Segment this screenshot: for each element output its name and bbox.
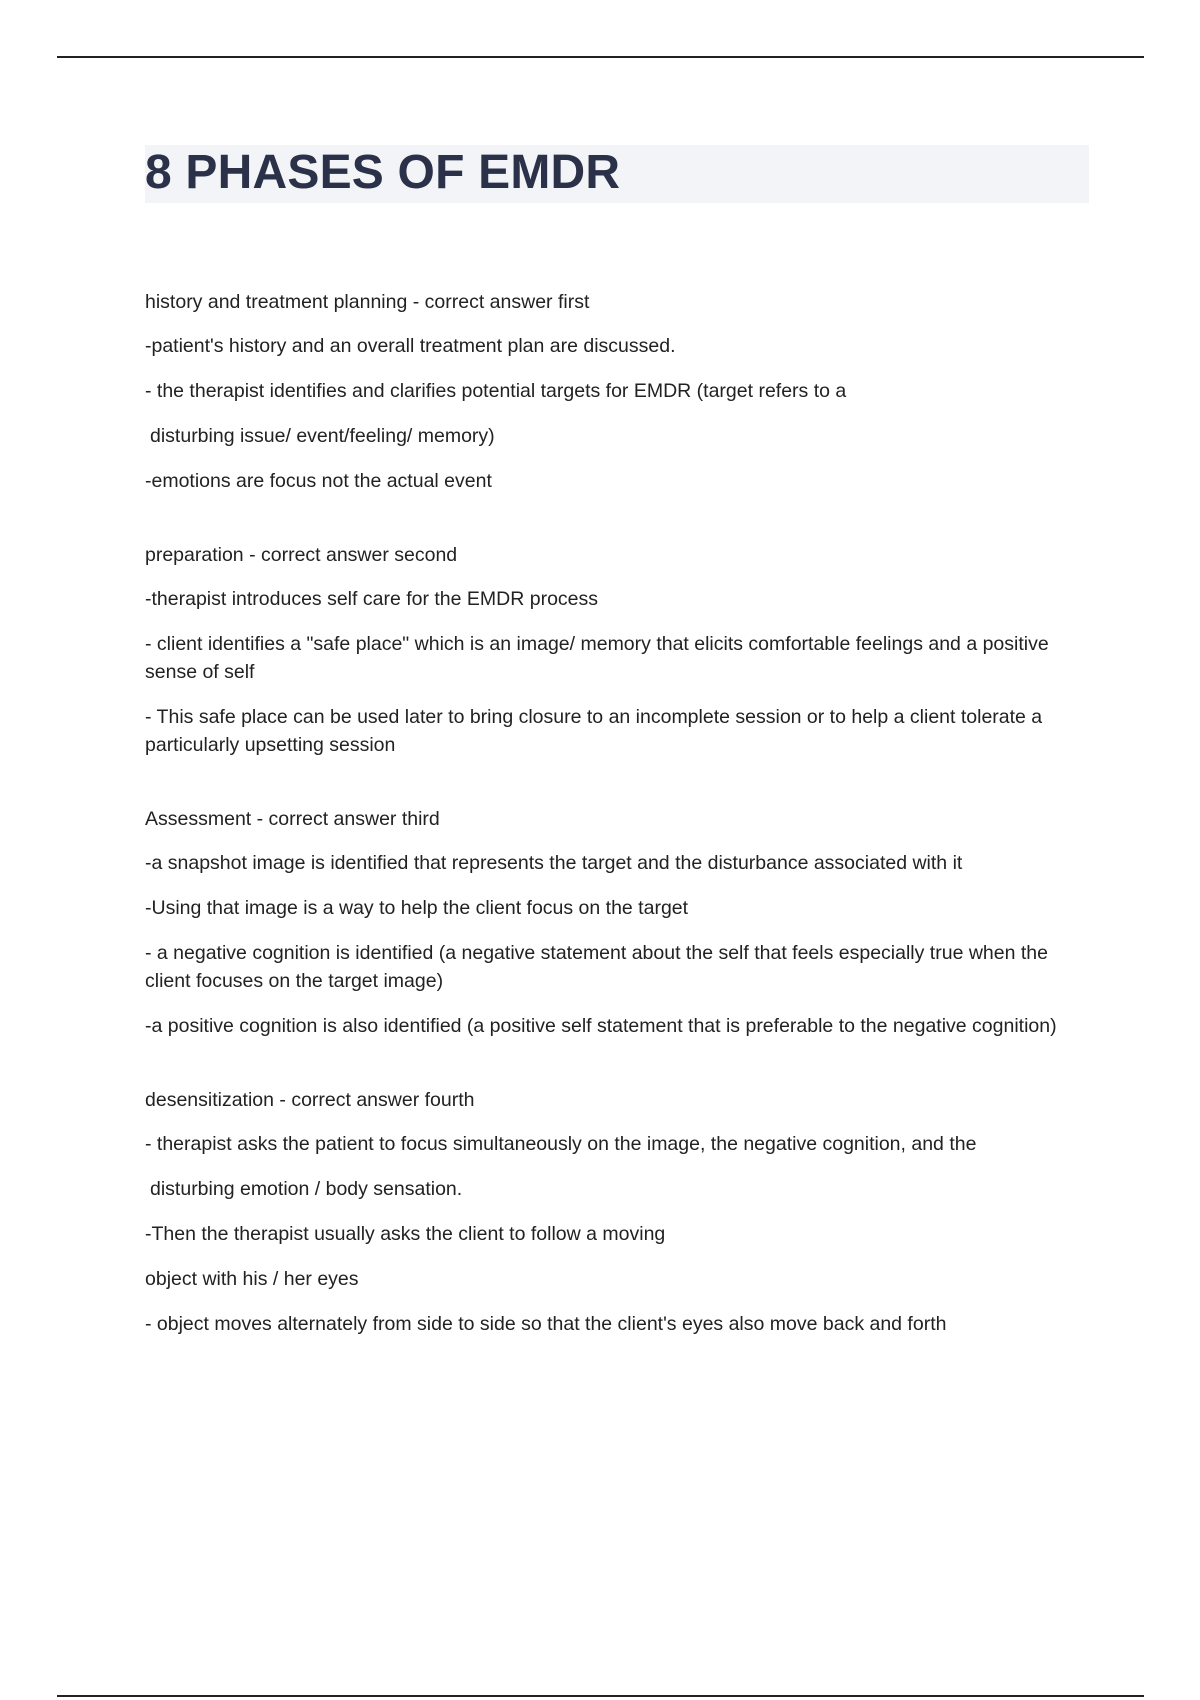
section-line: - object moves alternately from side to side so that the client's eyes also move back and forth <box>145 1313 947 1335</box>
section-line: -Then the therapist usually asks the client to follow a moving <box>145 1223 666 1245</box>
section-line: - the therapist identifies and clarifies potential targets for EMDR (target refers to a <box>145 380 847 402</box>
section-heading: history and treatment planning - correct answer first <box>145 291 590 313</box>
bottom-rule <box>57 1695 1144 1697</box>
section-line: disturbing emotion / body sensation. <box>150 1178 463 1200</box>
section-line: - therapist asks the patient to focus simultaneously on the image, the negative cognition, and the <box>145 1133 977 1155</box>
page-title: 8 PHASES OF EMDR <box>145 146 621 199</box>
section-heading: preparation - correct answer second <box>145 544 458 566</box>
section-line: -emotions are focus not the actual event <box>145 470 492 492</box>
section-history <box>145 287 1085 495</box>
section-desensitization <box>145 1085 1085 1338</box>
section-line: disturbing issue/ event/feeling/ memory) <box>150 425 495 447</box>
section-heading: Assessment - correct answer third <box>145 808 440 830</box>
section-line: - client identifies a "safe place" which is an image/ memory that elicits comfortable feelings and a positive sense of self <box>145 633 1049 683</box>
section-line: -patient's history and an overall treatment plan are discussed. <box>145 335 676 357</box>
section-line: -therapist introduces self care for the EMDR process <box>145 588 599 610</box>
top-rule <box>57 56 1144 58</box>
section-line: -Using that image is a way to help the client focus on the target <box>145 897 689 919</box>
section-line: -a positive cognition is also identified (a positive self statement that is preferable to the negative cognition) <box>145 1015 1057 1037</box>
section-line: - This safe place can be used later to bring closure to an incomplete session or to help a client tolerate a particularly upsetting session <box>145 706 1043 756</box>
section-preparation <box>145 540 1085 759</box>
document-body <box>145 287 1085 1383</box>
section-assessment <box>145 804 1085 1040</box>
section-line: -a snapshot image is identified that represents the target and the disturbance associated with it <box>145 852 963 874</box>
section-line: object with his / her eyes <box>145 1268 359 1290</box>
section-heading: desensitization - correct answer fourth <box>145 1089 475 1111</box>
section-line: - a negative cognition is identified (a negative statement about the self that feels especially true when the client focuses on the target image) <box>145 942 1048 992</box>
